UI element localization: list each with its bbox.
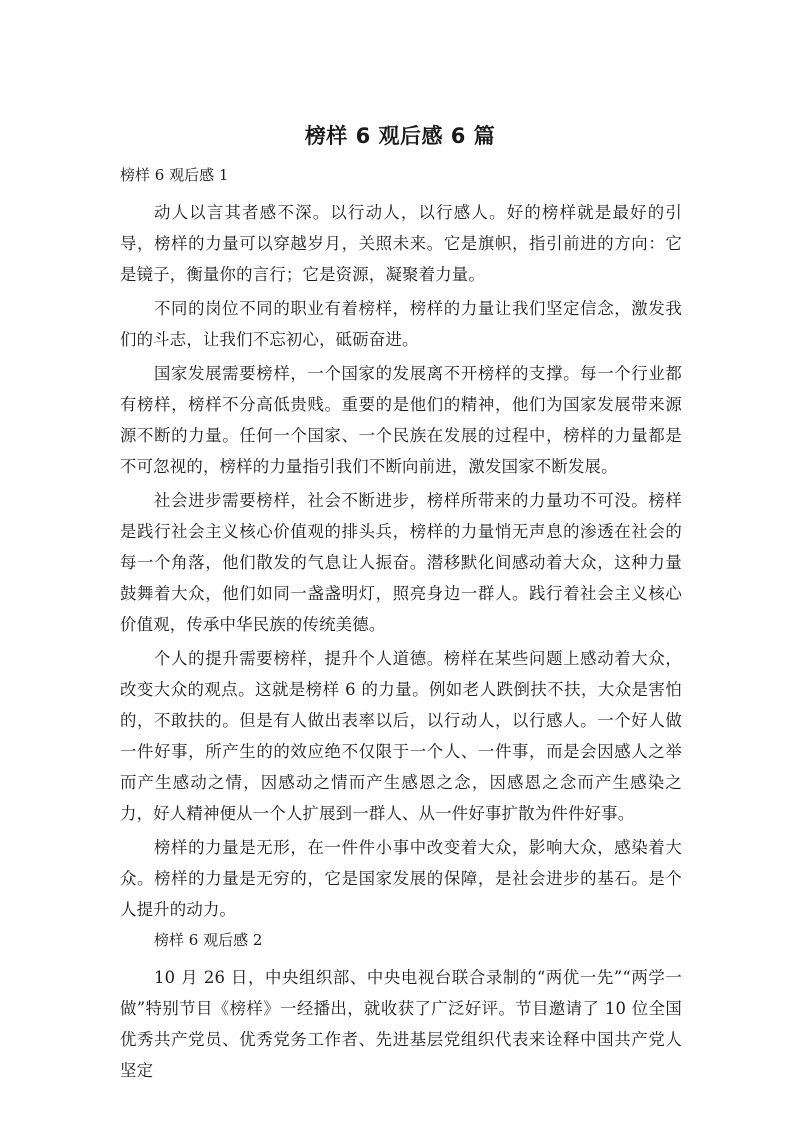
- document-body: [120, 163, 682, 1089]
- document-title: 榜样 6 观后感 6 篇: [304, 124, 496, 148]
- paragraph: 动人以言其者感不深。以行动人，以行感人。好的榜样就是最好的引导，榜样的力量可以穿越岁月，关照未来。它是旗帜，指引前进的方向：它是镜子，衡量你的言行；它是资源，凝聚着力量。: [120, 203, 682, 284]
- paragraph: 榜样的力量是无形，在一件件小事中改变着大众，影响大众，感染着大众。榜样的力量是无穷的，它是国家发展的保障，是社会进步的基石。是个人提升的动力。: [120, 838, 682, 919]
- section-heading-1: 榜样 6 观后感 1: [120, 166, 229, 184]
- paragraph: 不同的岗位不同的职业有着榜样，榜样的力量让我们坚定信念，激发我们的斗志，让我们不忘初心，砥砺奋进。: [120, 299, 682, 349]
- paragraph: 个人的提升需要榜样，提升个人道德。榜样在某些问题上感动着大众，改变大众的观点。这就是榜样 6 的力量。例如老人跌倒扶不扶，大众是害怕的，不敢扶的。但是有人做出表率以后，以行动人，以行感人。一个好人做一件好事，所产生的的效应绝不仅限于一个人、一件事，而是会因感人之举而产生感动之情，因感动之情而产生感恩之念，因感恩之念而产生感染之力，好人精神便从一个人扩展到一群人、从一件好事扩散为件件好事。: [120, 649, 682, 823]
- paragraph: 国家发展需要榜样，一个国家的发展离不开榜样的支撑。每一个行业都有榜样，榜样不分高低贵贱。重要的是他们的精神，他们为国家发展带来源源不断的力量。任何一个国家、一个民族在发展的过程中，榜样的力量都是不可忽视的，榜样的力量指引我们不断向前进，激发国家不断发展。: [120, 364, 682, 476]
- paragraph: 社会进步需要榜样，社会不断进步，榜样所带来的力量功不可没。榜样是践行社会主义核心价值观的排头兵，榜样的力量悄无声息的渗透在社会的每一个角落，他们散发的气息让人振奋。潜移默化间感动着大众，这种力量鼓舞着大众，他们如同一盏盏明灯，照亮身边一群人。践行着社会主义核心价值观，传承中华民族的传统美德。: [120, 491, 682, 634]
- paragraph: 10 月 26 日，中央组织部、中央电视台联合录制的“两优一先”“两学一做”特别节目《榜样》一经播出，就收获了广泛好评。节目邀请了 10 位全国优秀共产党员、优秀党务工作者、先进基层党组织代表来诠释中国共产党人坚定: [120, 968, 682, 1080]
- section-heading-2: 榜样 6 观后感 2: [154, 931, 263, 949]
